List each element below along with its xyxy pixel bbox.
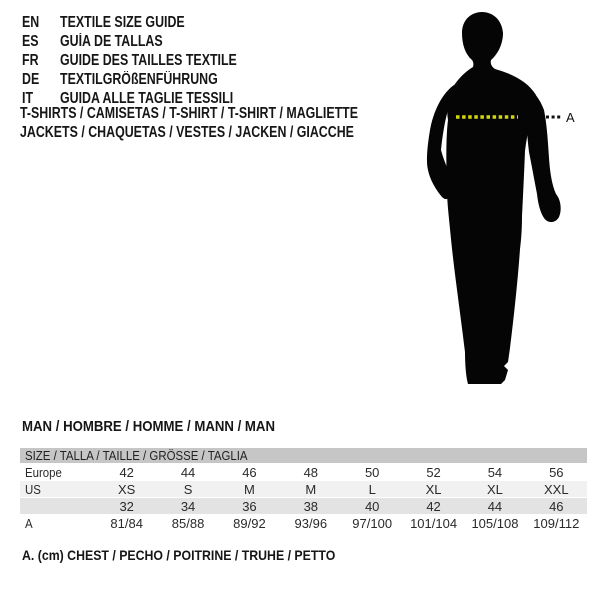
language-row-de [22, 70, 281, 89]
row-label [20, 482, 96, 497]
table-cell: XL [486, 481, 503, 497]
table-cell: 93/96 [294, 515, 328, 531]
table-cell: 56 [549, 464, 564, 480]
row-label-text: Europe [25, 464, 62, 480]
table-cell: 42 [426, 498, 441, 514]
language-row-en [22, 13, 281, 32]
language-code-text: FR [22, 51, 39, 69]
table-row-europe [20, 464, 587, 481]
section-title-man [22, 418, 309, 435]
table-cell: 40 [364, 498, 380, 514]
language-label [60, 33, 188, 51]
table-cell: 52 [426, 464, 441, 480]
language-code-text: EN [22, 13, 40, 31]
category-line-tshirts [20, 105, 443, 124]
language-code-text: IT [22, 89, 34, 107]
size-table-header [20, 448, 587, 464]
table-cell: 42 [119, 464, 134, 480]
table-cell: 105/108 [471, 515, 519, 531]
row-label-text: A [25, 515, 33, 531]
table-cell: 46 [549, 498, 564, 514]
table-cell: M [244, 481, 255, 497]
language-code-text: ES [22, 32, 39, 50]
garment-categories [20, 105, 443, 143]
table-cell: 50 [364, 464, 380, 480]
table-cell: M [305, 481, 317, 497]
footnote-chest [22, 547, 378, 563]
size-table [20, 448, 587, 532]
language-label [60, 52, 281, 70]
table-cell: 48 [303, 464, 319, 480]
language-list [22, 13, 281, 108]
table-cell: XL [425, 481, 442, 497]
table-cell: XXL [544, 481, 569, 497]
language-code [22, 33, 60, 51]
row-label [20, 516, 96, 531]
table-cell: 44 [487, 498, 503, 514]
table-cell: 46 [242, 464, 257, 480]
language-code [22, 52, 60, 70]
language-label-text: GUIDE DES TAILLES TEXTILE [60, 51, 237, 69]
category-line-jackets [20, 124, 443, 143]
row-label [20, 499, 96, 514]
table-cell: 36 [242, 498, 257, 514]
language-code [22, 14, 60, 32]
language-label-text: TEXTILGRÖßENFÜHRUNG [60, 70, 218, 88]
measure-label-a: A [566, 110, 575, 125]
table-row-us [20, 481, 587, 498]
language-row-es [22, 32, 281, 51]
table-cell: 97/100 [352, 515, 393, 531]
size-table-header-text: SIZE / TALLA / TAILLE / GRÖSSE / TAGLIA [25, 448, 248, 463]
language-label-text: GUIDA ALLE TAGLIE TESSILI [60, 89, 234, 107]
table-cell: 85/88 [171, 515, 205, 531]
man-figure [420, 6, 586, 388]
table-cell: 34 [180, 498, 196, 514]
language-label-text: TEXTILE SIZE GUIDE [60, 13, 185, 31]
language-label-text: GUÍA DE TALLAS [60, 32, 163, 50]
row-label-text: US [25, 481, 41, 497]
man-right-arm [525, 85, 561, 222]
table-cell: 38 [303, 498, 319, 514]
language-label [60, 14, 216, 32]
row-label [20, 465, 96, 480]
table-cell: 101/104 [410, 515, 458, 531]
language-code-text: DE [22, 70, 40, 88]
language-code [22, 71, 60, 89]
table-cell: 32 [119, 498, 134, 514]
section-title-text: MAN / HOMBRE / HOMME / MANN / MAN [22, 418, 275, 435]
table-cell: L [368, 481, 376, 497]
category-line-text: JACKETS / CHAQUETAS / VESTES / JACKEN / GIACCHE [20, 124, 354, 141]
table-cell: XS [118, 481, 136, 497]
language-row-fr [22, 51, 281, 70]
language-label [60, 71, 257, 89]
table-cell: 54 [487, 464, 503, 480]
table-cell: 89/92 [233, 515, 266, 531]
man-silhouette-svg [420, 6, 586, 388]
footnote-text: A. (cm) CHEST / PECHO / POITRINE / TRUHE / PETTO [22, 547, 336, 563]
table-cell: 81/84 [110, 515, 143, 531]
table-cell: 109/112 [533, 515, 580, 531]
man-silhouette [446, 12, 536, 384]
table-row-chest-a [20, 515, 587, 532]
category-line-text: T-SHIRTS / CAMISETAS / T-SHIRT / T-SHIRT / MAGLIETTE [20, 105, 359, 122]
table-cell: S [183, 481, 193, 497]
table-row-numeric [20, 498, 587, 515]
table-cell: 44 [180, 464, 196, 480]
